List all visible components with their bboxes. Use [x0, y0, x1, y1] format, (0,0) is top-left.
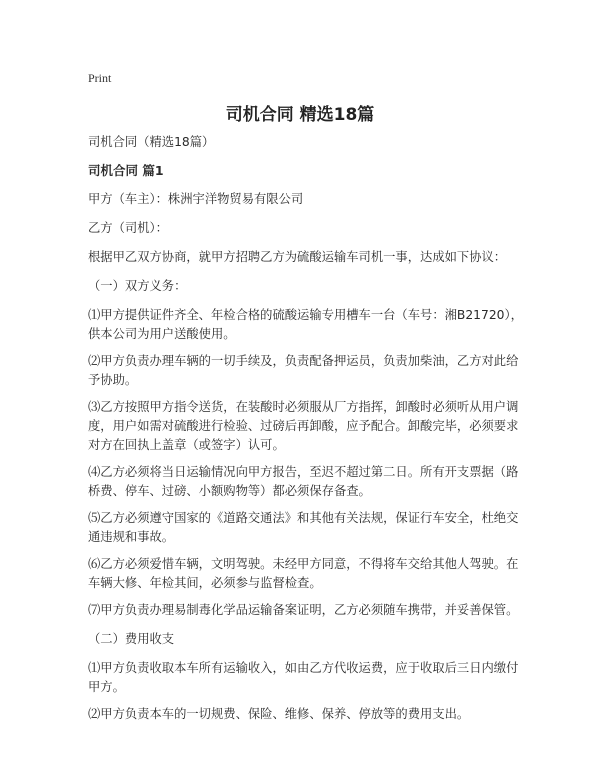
clause-1-5: ⑸乙方必须遵守国家的《道路交通法》和其他有关法规，保证行车安全，杜绝交通违规和事故。 — [88, 511, 519, 544]
clause-2-2: ⑵甲方负责本车的一切规费、保险、维修、保养、停放等的费用支出。 — [88, 707, 470, 721]
clause-1-4: ⑷乙方必须将当日运输情况向甲方报告，至迟不超过第二日。所有开支票据（路桥费、停车、过磅、小额购物等）都必须保存备查。 — [88, 465, 519, 498]
clause-1-2: ⑵甲方负责办理车辆的一切手续及，负责配备押运员，负责加柴油，乙方对此给予协助。 — [88, 354, 519, 387]
document-subtitle: 司机合同（精选18篇） — [88, 135, 215, 149]
clause-1-7: ⑺甲方负责办理易制毒化学品运输备案证明，乙方必须随车携带，并妥善保管。 — [88, 603, 519, 617]
clause-1-6: ⑹乙方必须爱惜车辆，文明驾驶。未经甲方同意，不得将车交给其他人驾驶。在车辆大修、年检其间，必须参与监督检查。 — [88, 557, 519, 590]
party-b-line: 乙方（司机）： — [88, 221, 168, 235]
clause-1-3: ⑶乙方按照甲方指令送货，在装酸时必须服从厂方指挥，卸酸时必须听从用户调度，用户如需对硫酸进行检验、过磅后再卸酸，应予配合。卸酸完毕，必须要求对方在回执上盖章（或签字）认可。 — [88, 400, 519, 452]
intro-paragraph: 根据甲乙双方协商，就甲方招聘乙方为硫酸运输车司机一事，达成如下协议： — [88, 250, 507, 264]
party-a-line: 甲方（车主）：株洲宇洋物贸易有限公司 — [88, 192, 304, 206]
print-label[interactable]: Print — [88, 71, 112, 85]
clause-2-1: ⑴甲方负责收取本车所有运输收入，如由乙方代收运费，应于收取后三日内缴付甲方。 — [88, 661, 519, 694]
document-body — [88, 133, 528, 732]
part1-title: （一）双方义务： — [88, 279, 187, 293]
section-heading: 司机合同 篇1 — [88, 163, 164, 178]
page-title: 司机合同 精选18篇 — [225, 105, 375, 125]
clause-1-1: ⑴甲方提供证件齐全、年检合格的硫酸运输专用槽车一台（车号：湘B21720），供本公司为用户送酸使用。 — [88, 308, 523, 341]
part2-title: （二）费用收支 — [88, 632, 175, 646]
